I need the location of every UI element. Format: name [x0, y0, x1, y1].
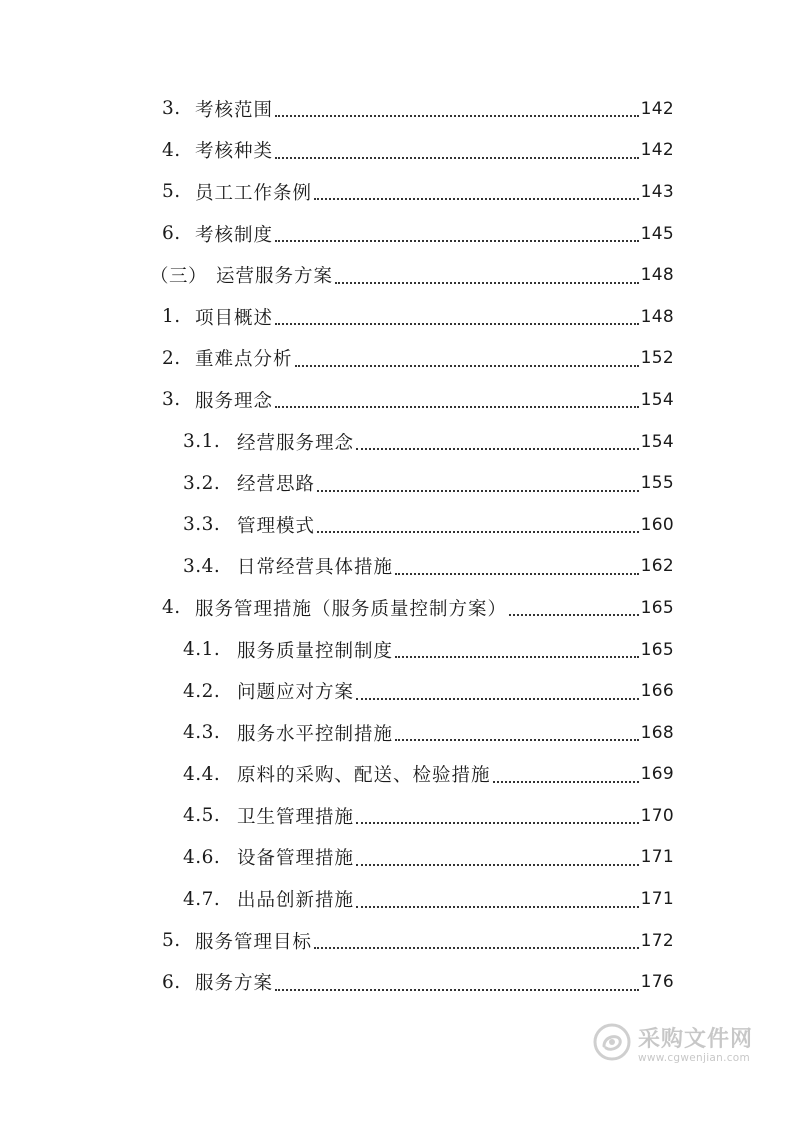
toc-dot-leader [275, 405, 639, 408]
toc-entry-number: 4. [162, 139, 181, 161]
toc-entry-page: 169 [640, 764, 674, 785]
toc-entry[interactable] [0, 546, 793, 588]
toc-dot-leader [356, 905, 639, 908]
toc-entry[interactable] [0, 379, 793, 421]
toc-entry-number: 3.1. [183, 431, 221, 453]
toc-entry-title: 考核范围 [195, 99, 274, 121]
toc-entry-line [162, 213, 674, 255]
toc-dot-leader [356, 863, 639, 866]
toc-dot-leader [275, 322, 639, 325]
toc-entry-number: 6. [162, 223, 181, 245]
toc-entry[interactable] [0, 920, 793, 962]
toc-entry-line [162, 379, 674, 421]
toc-dot-leader [395, 738, 639, 741]
toc-entry-line [183, 462, 674, 504]
toc-entry-line [162, 171, 674, 213]
toc-entry-page: 171 [640, 847, 674, 868]
toc-entry-line [150, 254, 674, 296]
toc-entry-page: 165 [640, 639, 674, 660]
toc-entry-page: 145 [640, 223, 674, 244]
toc-dot-leader [395, 655, 639, 658]
toc-entry-line [162, 130, 674, 172]
toc-entry-number: 4.1. [183, 639, 221, 661]
toc-entry-number: 4.4. [183, 763, 221, 785]
toc-entry-number: 1. [162, 306, 181, 328]
toc-entry-title: 经营思路 [237, 474, 316, 496]
toc-dot-leader [275, 156, 639, 159]
toc-entry-line [183, 629, 674, 671]
toc-entry[interactable] [0, 961, 793, 1003]
toc-entry-page: 155 [640, 473, 674, 494]
toc-entry-title: 运营服务方案 [216, 266, 334, 288]
toc-entry-line [183, 421, 674, 463]
toc-entry-number: 5. [162, 930, 181, 952]
toc-entry-title: 服务管理措施（服务质量控制方案） [195, 598, 508, 620]
toc-entry-page: 170 [640, 805, 674, 826]
toc-entry-title: 服务方案 [195, 973, 274, 995]
toc-dot-leader [395, 572, 639, 575]
toc-entry[interactable] [0, 670, 793, 712]
toc-entry[interactable] [0, 462, 793, 504]
toc-entry-number: 4. [162, 597, 181, 619]
toc-entry-title: 重难点分析 [195, 349, 293, 371]
toc-entry[interactable] [0, 296, 793, 338]
toc-entry[interactable] [0, 504, 793, 546]
toc-entry[interactable] [0, 421, 793, 463]
toc-entry-page: 166 [640, 681, 674, 702]
toc-entry-number: 3. [162, 389, 181, 411]
toc-entry-line [183, 504, 674, 546]
toc-entry[interactable] [0, 629, 793, 671]
toc-dot-leader [314, 197, 639, 200]
table-of-contents [0, 88, 793, 1003]
toc-entry-page: 168 [640, 722, 674, 743]
toc-entry-page: 171 [640, 889, 674, 910]
toc-entry[interactable] [0, 213, 793, 255]
watermark [592, 1020, 762, 1075]
toc-entry-line [162, 88, 674, 130]
toc-entry-title: 服务质量控制制度 [237, 640, 394, 662]
toc-entry-number: 4.6. [183, 846, 221, 868]
toc-entry-number: 5. [162, 181, 181, 203]
toc-entry-number: 6. [162, 971, 181, 993]
toc-entry-title: 日常经营具体措施 [237, 557, 394, 579]
toc-entry-title: 项目概述 [195, 307, 274, 329]
toc-entry-title: 服务管理目标 [195, 931, 313, 953]
toc-entry[interactable] [0, 795, 793, 837]
toc-dot-leader [275, 114, 639, 117]
toc-entry[interactable] [0, 878, 793, 920]
toc-entry-line [183, 546, 674, 588]
toc-entry-number: 3.4. [183, 555, 221, 577]
toc-dot-leader [314, 946, 639, 949]
toc-entry-number: 4.3. [183, 722, 221, 744]
toc-entry-number: 2. [162, 347, 181, 369]
toc-entry-number: 3.3. [183, 514, 221, 536]
toc-entry-title: 考核制度 [195, 224, 274, 246]
watermark-name: 采购文件网 [638, 1027, 754, 1052]
toc-entry-page: 152 [640, 348, 674, 369]
toc-entry-line [183, 712, 674, 754]
toc-entry-page: 172 [640, 930, 674, 951]
toc-entry-line [162, 587, 674, 629]
toc-entry-number: （三） [150, 266, 208, 288]
toc-entry-number: 3. [162, 98, 181, 120]
toc-entry-number: 4.5. [183, 805, 221, 827]
cgwenjian-logo-icon [592, 1022, 632, 1062]
toc-entry-line [162, 920, 674, 962]
toc-dot-leader [509, 613, 639, 616]
toc-entry-title: 考核种类 [195, 141, 274, 163]
toc-entry[interactable] [0, 171, 793, 213]
toc-entry-number: 4.7. [183, 888, 221, 910]
toc-dot-leader [356, 821, 639, 824]
toc-entry[interactable] [0, 130, 793, 172]
toc-entry[interactable] [0, 837, 793, 879]
toc-entry[interactable] [0, 254, 793, 296]
toc-entry-page: 160 [640, 514, 674, 535]
toc-entry-title: 服务水平控制措施 [237, 723, 394, 745]
toc-entry-line [162, 338, 674, 380]
toc-dot-leader [335, 281, 639, 284]
toc-entry-page: 162 [640, 556, 674, 577]
toc-entry-page: 154 [640, 431, 674, 452]
toc-entry-line [183, 837, 674, 879]
toc-entry-title: 出品创新措施 [237, 890, 355, 912]
toc-entry-page: 142 [640, 98, 674, 119]
toc-entry-line [183, 878, 674, 920]
toc-dot-leader [356, 447, 639, 450]
toc-entry-page: 143 [640, 181, 674, 202]
toc-dot-leader [275, 988, 639, 991]
toc-entry-page: 154 [640, 389, 674, 410]
toc-entry-title: 原料的采购、配送、检验措施 [237, 765, 491, 787]
toc-entry-line [183, 670, 674, 712]
toc-entry-number: 4.2. [183, 680, 221, 702]
toc-dot-leader [317, 489, 639, 492]
toc-entry-line [162, 961, 674, 1003]
toc-entry-number: 3.2. [183, 472, 221, 494]
toc-entry[interactable] [0, 88, 793, 130]
toc-dot-leader [275, 239, 639, 242]
toc-entry-line [183, 754, 674, 796]
watermark-url: www.cgwenjian.com [638, 1052, 751, 1064]
toc-entry-title: 员工工作条例 [195, 182, 313, 204]
toc-entry-page: 148 [640, 306, 674, 327]
toc-entry-title: 经营服务理念 [237, 432, 355, 454]
toc-dot-leader [317, 530, 639, 533]
toc-entry-title: 问题应对方案 [237, 682, 355, 704]
toc-dot-leader [295, 364, 639, 367]
toc-dot-leader [356, 697, 639, 700]
toc-entry-page: 148 [640, 265, 674, 286]
toc-entry-title: 卫生管理措施 [237, 806, 355, 828]
toc-entry-line [183, 795, 674, 837]
toc-entry[interactable] [0, 587, 793, 629]
toc-entry-title: 服务理念 [195, 390, 274, 412]
toc-entry-page: 165 [640, 597, 674, 618]
toc-entry[interactable] [0, 754, 793, 796]
toc-entry-title: 设备管理措施 [237, 848, 355, 870]
toc-entry[interactable] [0, 712, 793, 754]
toc-entry[interactable] [0, 338, 793, 380]
toc-entry-title: 管理模式 [237, 515, 316, 537]
toc-dot-leader [493, 780, 639, 783]
toc-entry-page: 142 [640, 140, 674, 161]
toc-entry-page: 176 [640, 972, 674, 993]
toc-entry-line [162, 296, 674, 338]
